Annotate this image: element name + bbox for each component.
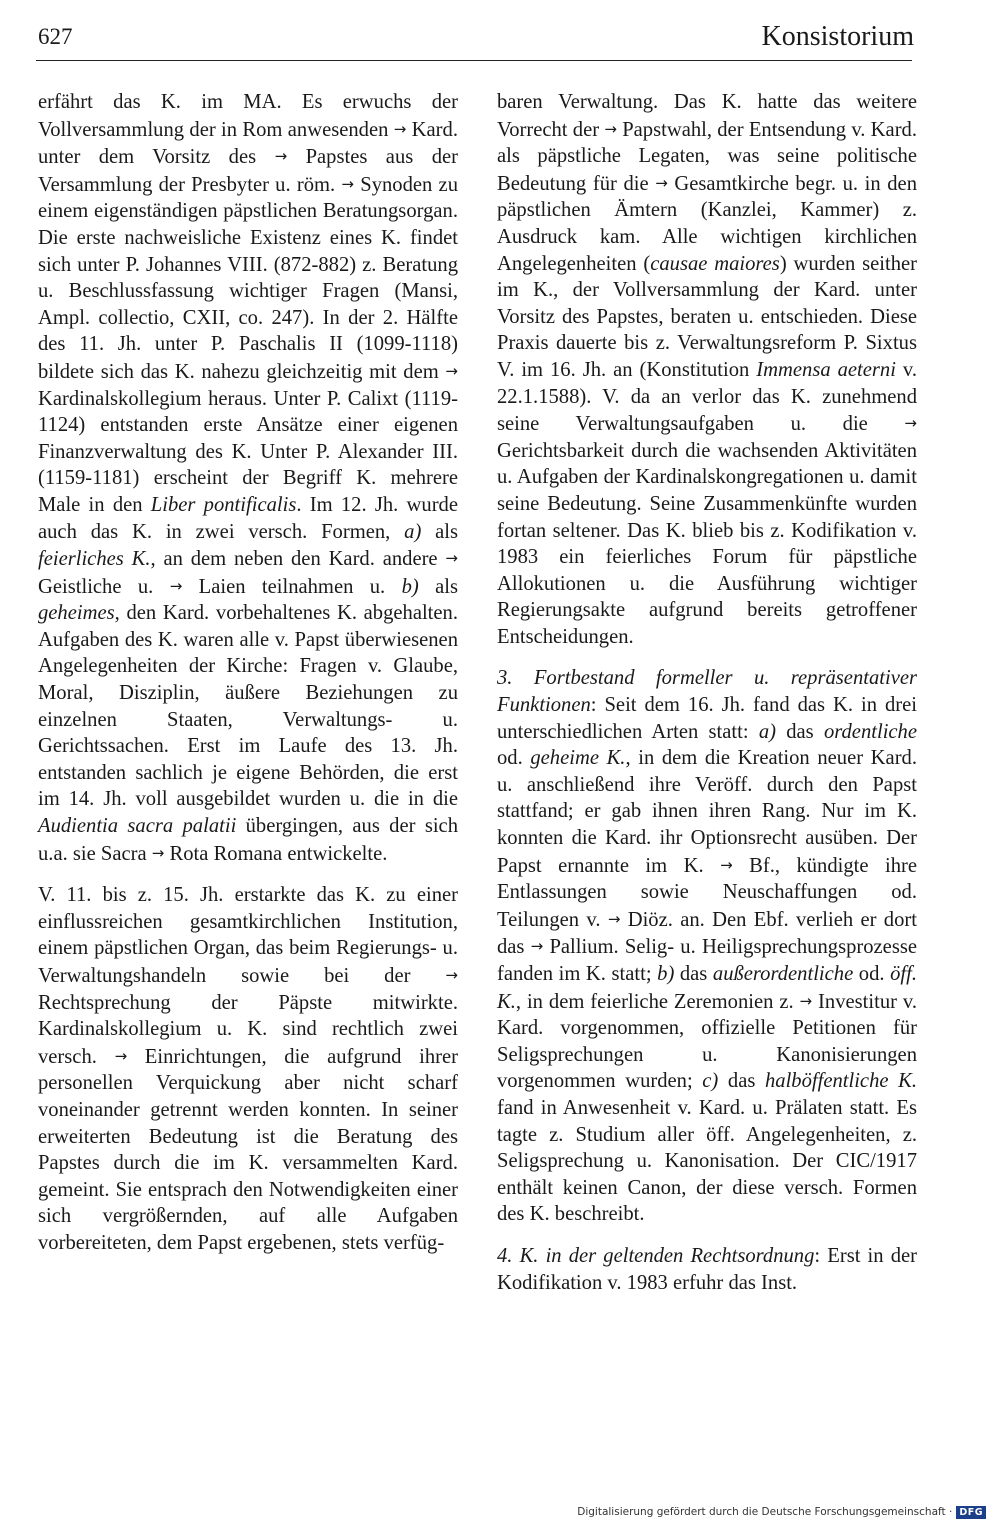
cross-reference-arrow-icon: → bbox=[445, 966, 458, 984]
text-run: fand in Anwesenheit v. Kard. u. Prälaten statt. Es tagte z. Studium aller öff. Angelegenheiten, z. Seligsprechung u. Kanonisation. Der CIC/1917 enthält keinen Canon, der diese versch. Formen des K. beschreibt. bbox=[497, 1096, 917, 1226]
running-head: Konsistorium bbox=[761, 21, 914, 52]
cross-reference-arrow-icon: → bbox=[655, 173, 668, 192]
italic-text: Immensa aeterni bbox=[756, 358, 896, 381]
cross-reference-arrow-icon: → bbox=[169, 576, 183, 595]
text-run: Pallium. Selig- u. Heiligsprechungsprozesse fanden im K. statt; bbox=[497, 936, 917, 985]
cross-reference-arrow-icon: → bbox=[341, 174, 354, 193]
header-rule bbox=[36, 60, 912, 61]
cross-reference-arrow-icon: → bbox=[274, 147, 288, 166]
cross-reference-arrow-icon: → bbox=[720, 855, 733, 874]
italic-text: Audientia sacra palatii bbox=[38, 815, 237, 838]
text-run: , den Kard. vorbehaltenes K. abgehalten. Aufgaben des K. waren alle v. Papst überwiesenen Angelegenheiten der Kirche: Fragen v. Glaube, Moral, Disziplin, äußere Beziehungen zu einzelnen Staaten, Verwaltungs- u. Gerichtssachen. Erst im Laufe des 13. Jh. entstanden sachlich je eigene Behörden, die erst im 14. Jh. voll ausgebildet wurden u. die in die bbox=[38, 602, 458, 811]
text-run: , an dem neben den Kard. andere bbox=[150, 548, 446, 571]
text-run: v. 22.1.1588). V. da an verlor das K. zunehmend seine Verwaltungsaufgaben u. die bbox=[497, 358, 917, 436]
text-run: , in dem feierliche Zeremonien z. bbox=[515, 990, 800, 1013]
italic-text: Liber pontificalis bbox=[150, 493, 297, 516]
italic-text: causae maiores bbox=[650, 252, 780, 275]
text-run: ) wurden seither im K., der Vollversammlung der Kard. unter Vorsitz des Papstes, beraten u. entschieden. Diese Praxis dauerte bis z. Verwaltungsreform P. Sixtus V. im 16. Jh. an (Konstitution bbox=[497, 252, 917, 381]
cross-reference-arrow-icon: → bbox=[799, 991, 813, 1010]
text-run: als bbox=[418, 575, 459, 598]
text-run: Investitur v. Kard. vorgenommen, offizielle Petitionen für Seligsprechungen u. Kanonisierungen vorgenommen wurden; bbox=[497, 990, 917, 1093]
italic-text: b) bbox=[401, 575, 419, 598]
text-run: Gesamtkirche begr. u. in den päpstlichen Ämtern (Kanzlei, Kammer) z. Ausdruck kam. Alle wichtigen kirchlichen Angelegenheiten ( bbox=[497, 172, 917, 275]
text-run: : Erst in der Kodifikation v. 1983 erfuhr das Inst. bbox=[497, 1244, 917, 1294]
italic-text: öff. K. bbox=[497, 963, 917, 1013]
italic-text: geheime K. bbox=[530, 747, 626, 770]
text-run: Synoden zu einem eigenständigen päpstlichen Beratungsorgan. Die erste nachweisliche Existenz eines K. findet sich unter P. Johannes VIII. (872-882) z. Beratung u. Beschlussfassung wichtiger Fragen (Mansi, Ampl. collectio, CXII, co. 247). In der 2. Hälfte des 11. Jh. unter P. Paschalis II (1099-1118) bildete sich das K. nahezu gleichzeitig mit dem bbox=[38, 173, 458, 383]
italic-text: a) bbox=[404, 520, 422, 543]
text-run: baren Verwaltung. Das K. hatte das weitere Vorrecht der bbox=[497, 91, 917, 141]
left-column bbox=[38, 89, 458, 1257]
text-run: : Seit dem 16. Jh. fand das K. in drei unterschiedlichen Arten statt: bbox=[497, 694, 917, 743]
page-number: 627 bbox=[38, 24, 73, 49]
cross-reference-arrow-icon: → bbox=[530, 937, 544, 956]
text-run: Gerichtsbarkeit durch die wachsenden Aktivitäten u. Aufgaben der Kardinalskongregationen u. damit seine Bedeutung. Seine Zusammenkünfte wurden fortan seltener. Das K. blieb bis z. Kodifikation v. 1983 ein feierliches Forum für päpstliche Allokutionen u. die Ausführung wichtiger Regierungsakte aufgrund bereits getroffener Entscheidungen. bbox=[497, 439, 917, 648]
italic-text: a) bbox=[758, 720, 776, 743]
text-run: . Im 12. Jh. wurde auch das K. in zwei versch. Formen, bbox=[38, 493, 458, 543]
italic-text: halböffentliche K. bbox=[764, 1070, 917, 1093]
text-run: übergingen, aus der sich u.a. sie Sacra bbox=[38, 815, 458, 865]
right-column bbox=[497, 89, 917, 1296]
text-run: V. 11. bis z. 15. Jh. erstarkte das K. zu einer einflussreichen gesamtkirchlichen Institution, einem päpstlichen Organ, das beim Regierungs- u. Verwaltungshandeln sowie bei der bbox=[38, 884, 458, 987]
text-run: als bbox=[421, 520, 458, 543]
cross-reference-arrow-icon: → bbox=[151, 843, 165, 862]
text-run: Bf., kündigte ihre Entlassungen sowie Neuschaffungen od. Teilungen v. bbox=[497, 854, 918, 931]
paragraph bbox=[38, 882, 458, 1256]
italic-text: 3. Fortbestand formeller u. repräsentativer Funktionen bbox=[497, 667, 917, 717]
text-run: Rota Romana entwickelte. bbox=[164, 842, 388, 865]
text-run: das bbox=[674, 963, 713, 985]
dfg-logo: DFG bbox=[956, 1506, 986, 1519]
text-run: erfährt das K. im MA. Es erwuchs der Vollversammlung der in Rom anwesenden bbox=[38, 91, 458, 141]
digitization-credit bbox=[577, 1505, 986, 1519]
paragraph bbox=[497, 89, 917, 650]
cross-reference-arrow-icon: → bbox=[445, 549, 458, 568]
italic-text: ordentliche bbox=[823, 720, 917, 743]
text-run: das bbox=[718, 1070, 765, 1093]
italic-text: feierliches K. bbox=[38, 548, 151, 571]
text-run: Papstwahl, der Entsendung v. Kard. als päpstliche Legaten, was seine politische Bedeutung für die bbox=[497, 118, 917, 195]
italic-text: b) bbox=[657, 963, 675, 985]
cross-reference-arrow-icon: → bbox=[904, 414, 917, 433]
text-run: Diöz. an. Den Ebf. verlieh er dort das bbox=[497, 908, 917, 959]
cross-reference-arrow-icon: → bbox=[114, 1046, 128, 1065]
paragraph bbox=[497, 665, 917, 1227]
paragraph bbox=[497, 1243, 917, 1296]
text-run: Papstes aus der Versammlung der Presbyter u. röm. bbox=[38, 146, 458, 196]
text-run: , in dem die Kreation neuer Kard. u. anschließend ihre Veröff. durch den Papst stattfand; er gab ihnen ihren Rang. Nur im K. konnten die Kard. ihr Optionsrecht ausüben. Der Papst ernannte im K. bbox=[497, 747, 917, 877]
cross-reference-arrow-icon: → bbox=[393, 119, 407, 138]
text-run: Einrichtungen, die aufgrund ihrer personellen Verquickung aber nicht scharf voneinander getrennt werden konnten. In seiner erweiterten Bedeutung ist die Beratung des Papstes durch die im K. versammelten Kard. gemeint. Sie entsprach den Notwendigkeiten einer sich vergrößernden, auf alle Aufgaben vorbereiteten, dem Papst ergebenen, stets verfüg- bbox=[38, 1045, 458, 1254]
text-run: Rechtsprechung der Päpste mitwirkte. Kardinalskollegium u. K. sind rechtlich zwei versch. bbox=[38, 991, 458, 1068]
text-run: Kardinalskollegium heraus. Unter P. Calixt (1119-1124) entstanden erste Ansätze einer eigenen Finanzverwaltung des K. Unter P. Alexander III. (1159-1181) erscheint der Begriff K. mehrere Male in den bbox=[38, 387, 458, 516]
text-run: od. bbox=[497, 747, 531, 770]
text-run: Kard. unter dem Vorsitz des bbox=[38, 118, 458, 169]
italic-text: außerordentliche bbox=[712, 963, 854, 985]
italic-text: geheimes bbox=[38, 602, 115, 625]
italic-text: 4. K. in der geltenden Rechtsordnung bbox=[497, 1244, 815, 1267]
paragraph bbox=[38, 89, 458, 867]
italic-text: c) bbox=[702, 1070, 719, 1093]
cross-reference-arrow-icon: → bbox=[607, 909, 621, 928]
text-run: Laien teilnahmen u. bbox=[182, 575, 402, 598]
cross-reference-arrow-icon: → bbox=[445, 361, 458, 380]
credit-text: Digitalisierung gefördert durch die Deutsche Forschungsgemeinschaft · bbox=[577, 1506, 953, 1518]
text-run: Geistliche u. bbox=[38, 575, 170, 598]
cross-reference-arrow-icon: → bbox=[604, 119, 617, 138]
text-run: od. bbox=[853, 963, 891, 985]
text-run: das bbox=[775, 720, 824, 743]
